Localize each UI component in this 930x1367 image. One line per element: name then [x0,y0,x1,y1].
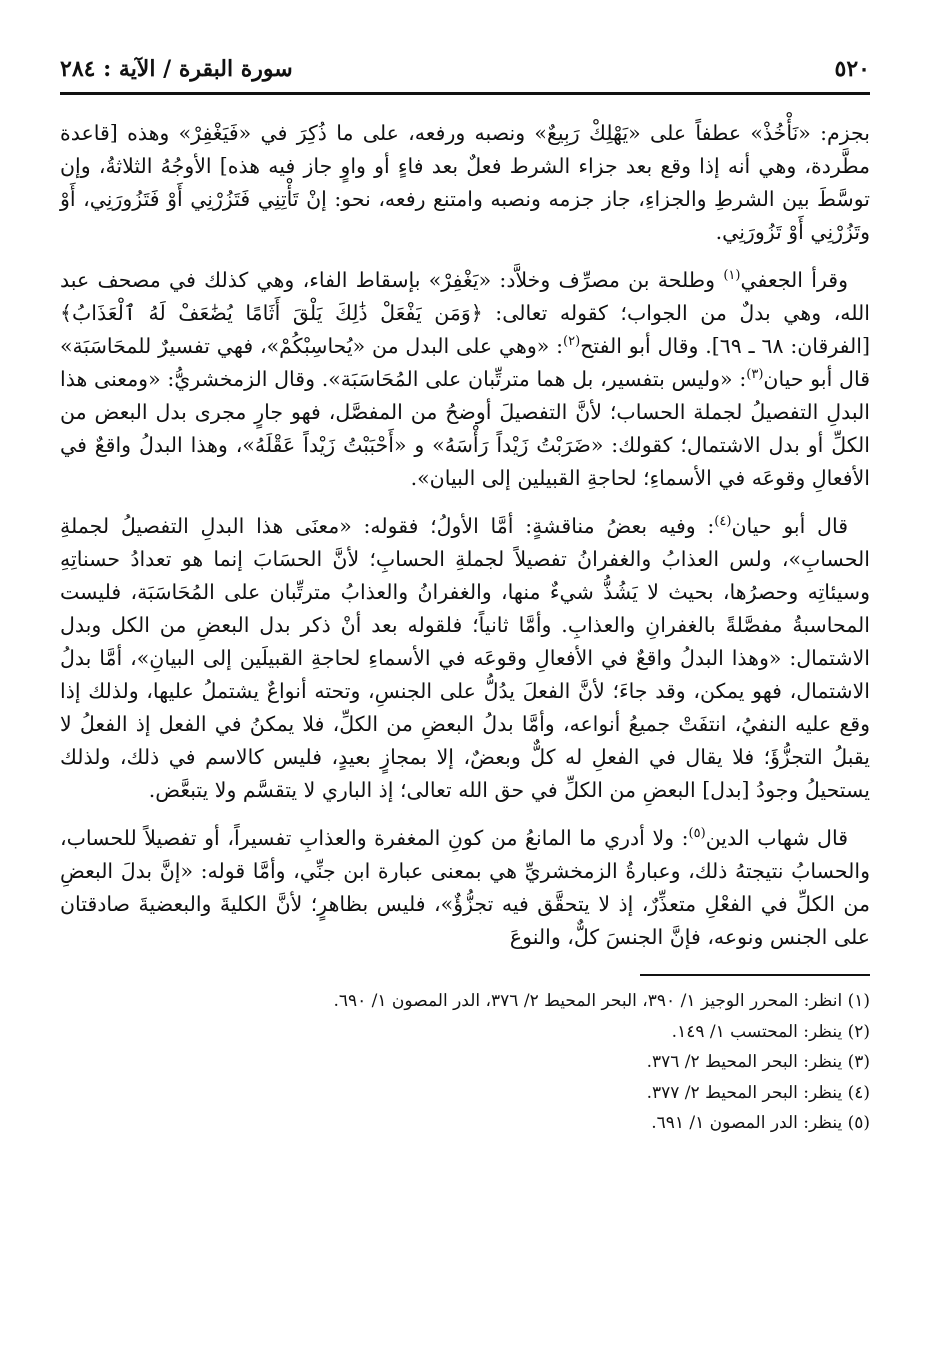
footnote-4: (٤) ينظر: البحر المحيط ٢/ ٣٧٧. [646,1082,870,1103]
footnote-divider [640,974,870,976]
footnote-2: (٢) ينظر: المحتسب ١/ ١٤٩. [671,1021,870,1042]
footnote-5: (٥) ينظر: الدر المصون ١/ ٦٩١. [651,1113,870,1133]
chapter-title: سورة البقرة / الآية : ٢٨٤ [60,56,293,82]
book-page [60,52,870,1367]
paragraph-2: وقرأ الجعفي$^{(١)}$ وطلحة بن مصرِّف وخلاَّد: «يَغْفِرْ» بإسقاط الفاء، وهي كذلك في مصحف عبد الله، وهي بدلٌ من الجواب؛ كقوله تعالى: ﴿وَمَن يَفْعَلْ ذَٰلِكَ يَلْقَ أَثَامًا يُضَٰعَفْ لَهُ ٱلْعَذَابُ﴾ [الفرقان: ٦٨ ـ ٦٩]. وقال أبو الفتح$^{(٢)}$: «وهي على البدل من «يُحاسِبْكُمْ»، فهي تفسيرٌ للمحَاسَبَة» قال أبو حيان$^{(٣)}$: «وليس بتفسير، بل هما مترتِّبان على المُحَاسَبَة». وقال الزمخشريُّ: «ومعنى هذا البدلِ التفصيلُ لجملة الحساب؛ لأنَّ التفصيلَ أوضحُ من المفصَّل، فهو جارٍ مجرى بدل البعض من الكلِّ أو بدل الاشتمال؛ كقولك: «ضَرَبْتُ زَيْداً رَأْسَهُ» و «أَحْبَبْتُ زَيْداً عَقْلَهُ»، وهذا البدلُ واقعٌ في الأفعالِ وقوعَه في الأسماءِ؛ لحاجةِ القبيلين إلى البيان». [60,268,870,490]
paragraph-1: بجزم: «نَأْخُذْ» عطفاً على «يَهْلِكْ رَبِيعٌ» ونصبه ورفعه، على ما ذُكِرَ في «فَيَغْفِرْ» وهذه [قاعدة مطَّردة، وهي أنه إذا وقع بعد جزاء الشرط فعلٌ بعد فاءٍ أو واوٍ جاز فيه هذه] الأوجُهُ الثلاثةُ، وإن توسَّطَ بين الشرطِ والجزاءِ، جاز جزمه ونصبه وامتنع رفعه، نحو: إنْ تَأْتِنِي فَتَزُرْنِي أَوْ فَتَزُورَنِي، أَوْ وتَزُرْنِي أَوْ تَزُورَنِي. [60,121,870,244]
footnote-1: (١) انظر: المحرر الوجيز ١/ ٣٩٠، البحر المحيط ٢/ ٣٧٦، الدر المصون ١/ ٦٩٠. [333,991,870,1011]
header-divider [60,92,870,95]
footnotes [60,986,870,1139]
paragraph-4: قال شهاب الدين$^{(٥)}$: ولا أدري ما المانعُ من كونِ المغفرة والعذابِ تفسيراً، أو تفصيلاً للحساب، والحسابُ نتيجتهُ ذلك، وعبارةُ الزمخشريِّ هي بمعنى عبارة ابن جنِّي، وأمَّا قوله: «إنَّ بدلَ البعضِ من الكلِّ في الفعْلِ متعذِّرٌ، إذ لا يتحقَّق فيه تجزُّؤٌ»، فليس بظاهرٍ؛ لأنَّ الكليةَ والبعضيةَ صادقتان على الجنس ونوعه، فإنَّ الجنسَ كلٌّ، والنوعَ [60,826,870,949]
main-text [60,117,870,954]
running-header [60,52,870,86]
paragraph-3: قال أبو حيان$^{(٤)}$: وفيه بعضُ مناقشةٍ: أمَّا الأولُ؛ فقوله: «معنَى هذا البدلِ التفصيلُ لجملةِ الحسابِ»، ولس العذابُ والغفرانُ تفصيلاً لجملةِ الحسابِ؛ لأنَّ الحسَابَ إنما هو تعدادُ حسناتِهِ وسيئاتِه وحصرُها، بحيث لا يَشُذُّ شيءٌ منها، والغفرانُ والعذابُ مترتِّبان على المُحَاسَبَة، فليست المحاسبةُ مفصَّلةً بالغفرانِ والعذابِ. وأمَّا ثانياً؛ فلقوله بعد أنْ ذكر بدل البعضِ من الكل وبدل الاشتمال: «وهذا البدلُ واقعٌ في الأفعالِ وقوعَه في الأسماءِ لحاجةِ القبيلَين إلى البيانِ»، أمَّا بدلُ الاشتمال، فهو يمكن، وقد جاءَ؛ لأنَّ الفعلَ يدُلُّ على الجنسِ، وتحته أنواعٌ يشتملُ عليها، ولذلك إذا وقع عليه النفيُ، انتفَتْ جميعُ أنواعه، وأمَّا بدلُ البعضِ من الكلِّ، فلا يمكنُ في الفعل إذ الفعلُ لا يقبلُ التجزُّؤَ؛ فلا يقال في الفعلِ له كلٌّ وبعضٌ، إلا بمجازٍ بعيدٍ، فليس كالاسم في ذلك، ولذلك يستحيلُ وجودُ [بدل] البعضِ من الكلِّ في حق الله تعالى؛ إذ الباري لا يتقسَّم ولا يتبعَّض. [60,514,870,802]
page-number: ٥٢٠ [834,56,870,82]
footnote-3: (٣) ينظر: البحر المحيط ٢/ ٣٧٦. [646,1052,870,1072]
